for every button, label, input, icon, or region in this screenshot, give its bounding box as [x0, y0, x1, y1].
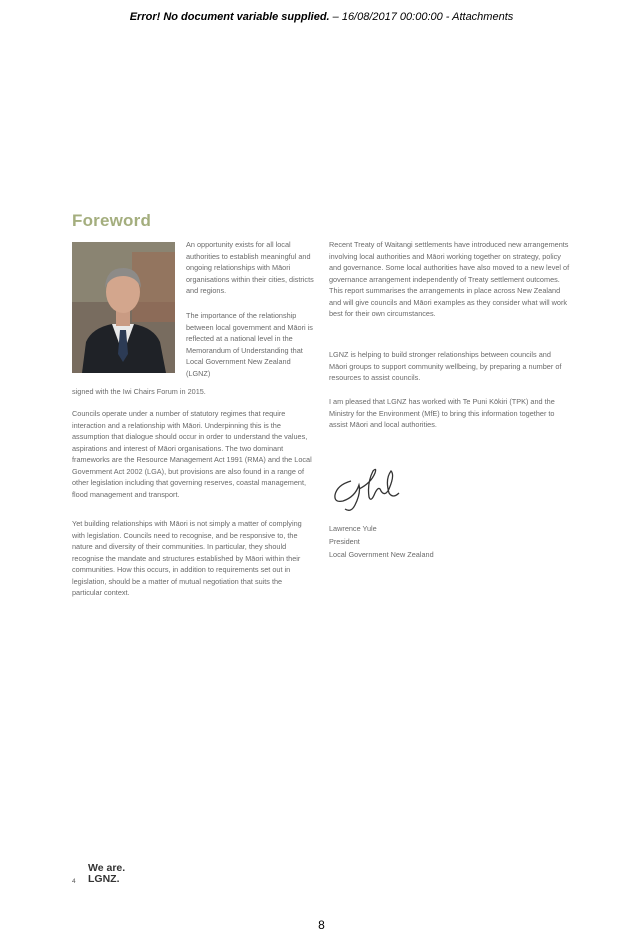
document-header — [0, 11, 643, 23]
page-title: Foreword — [72, 211, 152, 230]
intro-paragraph-1: An opportunity exists for all local authorities to establish meaningful and ongoing relationships with Māori organisations within their cities, districts and regions. — [186, 240, 314, 295]
right-paragraph-3: I am pleased that LGNZ has worked with Te Puni Kōkiri (TPK) and the Ministry for the Environment (MfE) to bring this information together to assist Māori and local authorities. — [329, 397, 555, 429]
right-paragraph-1: Recent Treaty of Waitangi settlements have introduced new arrangements involving local authorities and Māori working together on strategy, policy and governance. Some local authorities have also moved to a new level of governance arrangement independently of Treaty settlement outcomes. This report summarises the arrangements in place across New Zealand and will give councils and Māori examples as they consider what will work best for their own circumstances. — [329, 240, 570, 318]
portrait-image — [72, 242, 175, 373]
logo-line-1: We are. — [88, 862, 126, 874]
header-error-text: Error! No document variable supplied. — [129, 11, 330, 23]
intro-paragraph-2-continued: signed with the Iwi Chairs Forum in 2015. — [72, 387, 206, 396]
signatory-name: Lawrence Yule — [329, 524, 377, 533]
page-number-inner: 4 — [72, 878, 76, 885]
president-photo — [72, 242, 175, 373]
left-paragraph-4: Yet building relationships with Māori is not simply a matter of complying with legislation. Councils need to recognise, and be responsive to, the nature and diversity of their communities. In particular, they should recognise the mandate and structures established by Māori within their communities. How this occurs, in addition to requirements set out in legislation, should be a matter of mutual negotiation that suits the particular context. — [72, 519, 302, 597]
signatory-title: President — [329, 537, 360, 546]
footer-page-number: 8 — [318, 918, 325, 932]
intro-paragraph-2: The importance of the relationship between local government and Māori is reflected at a national level in the Memorandum of Understanding that Local Government New Zealand (LGNZ) — [186, 311, 313, 378]
logo-line-2: LGNZ. — [88, 873, 120, 885]
signatory-org: Local Government New Zealand — [329, 550, 434, 559]
lgnz-logo — [88, 863, 125, 885]
header-date-text: – 16/08/2017 00:00:00 - Attachments — [329, 11, 514, 23]
right-paragraph-2: LGNZ is helping to build stronger relationships between councils and Māori groups to support community wellbeing, by preparing a number of resources to assist councils. — [329, 350, 562, 382]
left-paragraph-3: Councils operate under a number of statutory regimes that require interaction and a relationship with Māori. Underpinning this is the assumption that dialogue should occur in order to understand the values, aspirations and interest of Māori organisations. The two dominant frameworks are the Resource Management Act 1991 (RMA) and the Local Government Act 2002 (LGA), but provisions are also found in a range of other legislation including that governing reserves, coastal management, flood management and transport. — [72, 409, 312, 499]
signature-image — [329, 463, 419, 513]
